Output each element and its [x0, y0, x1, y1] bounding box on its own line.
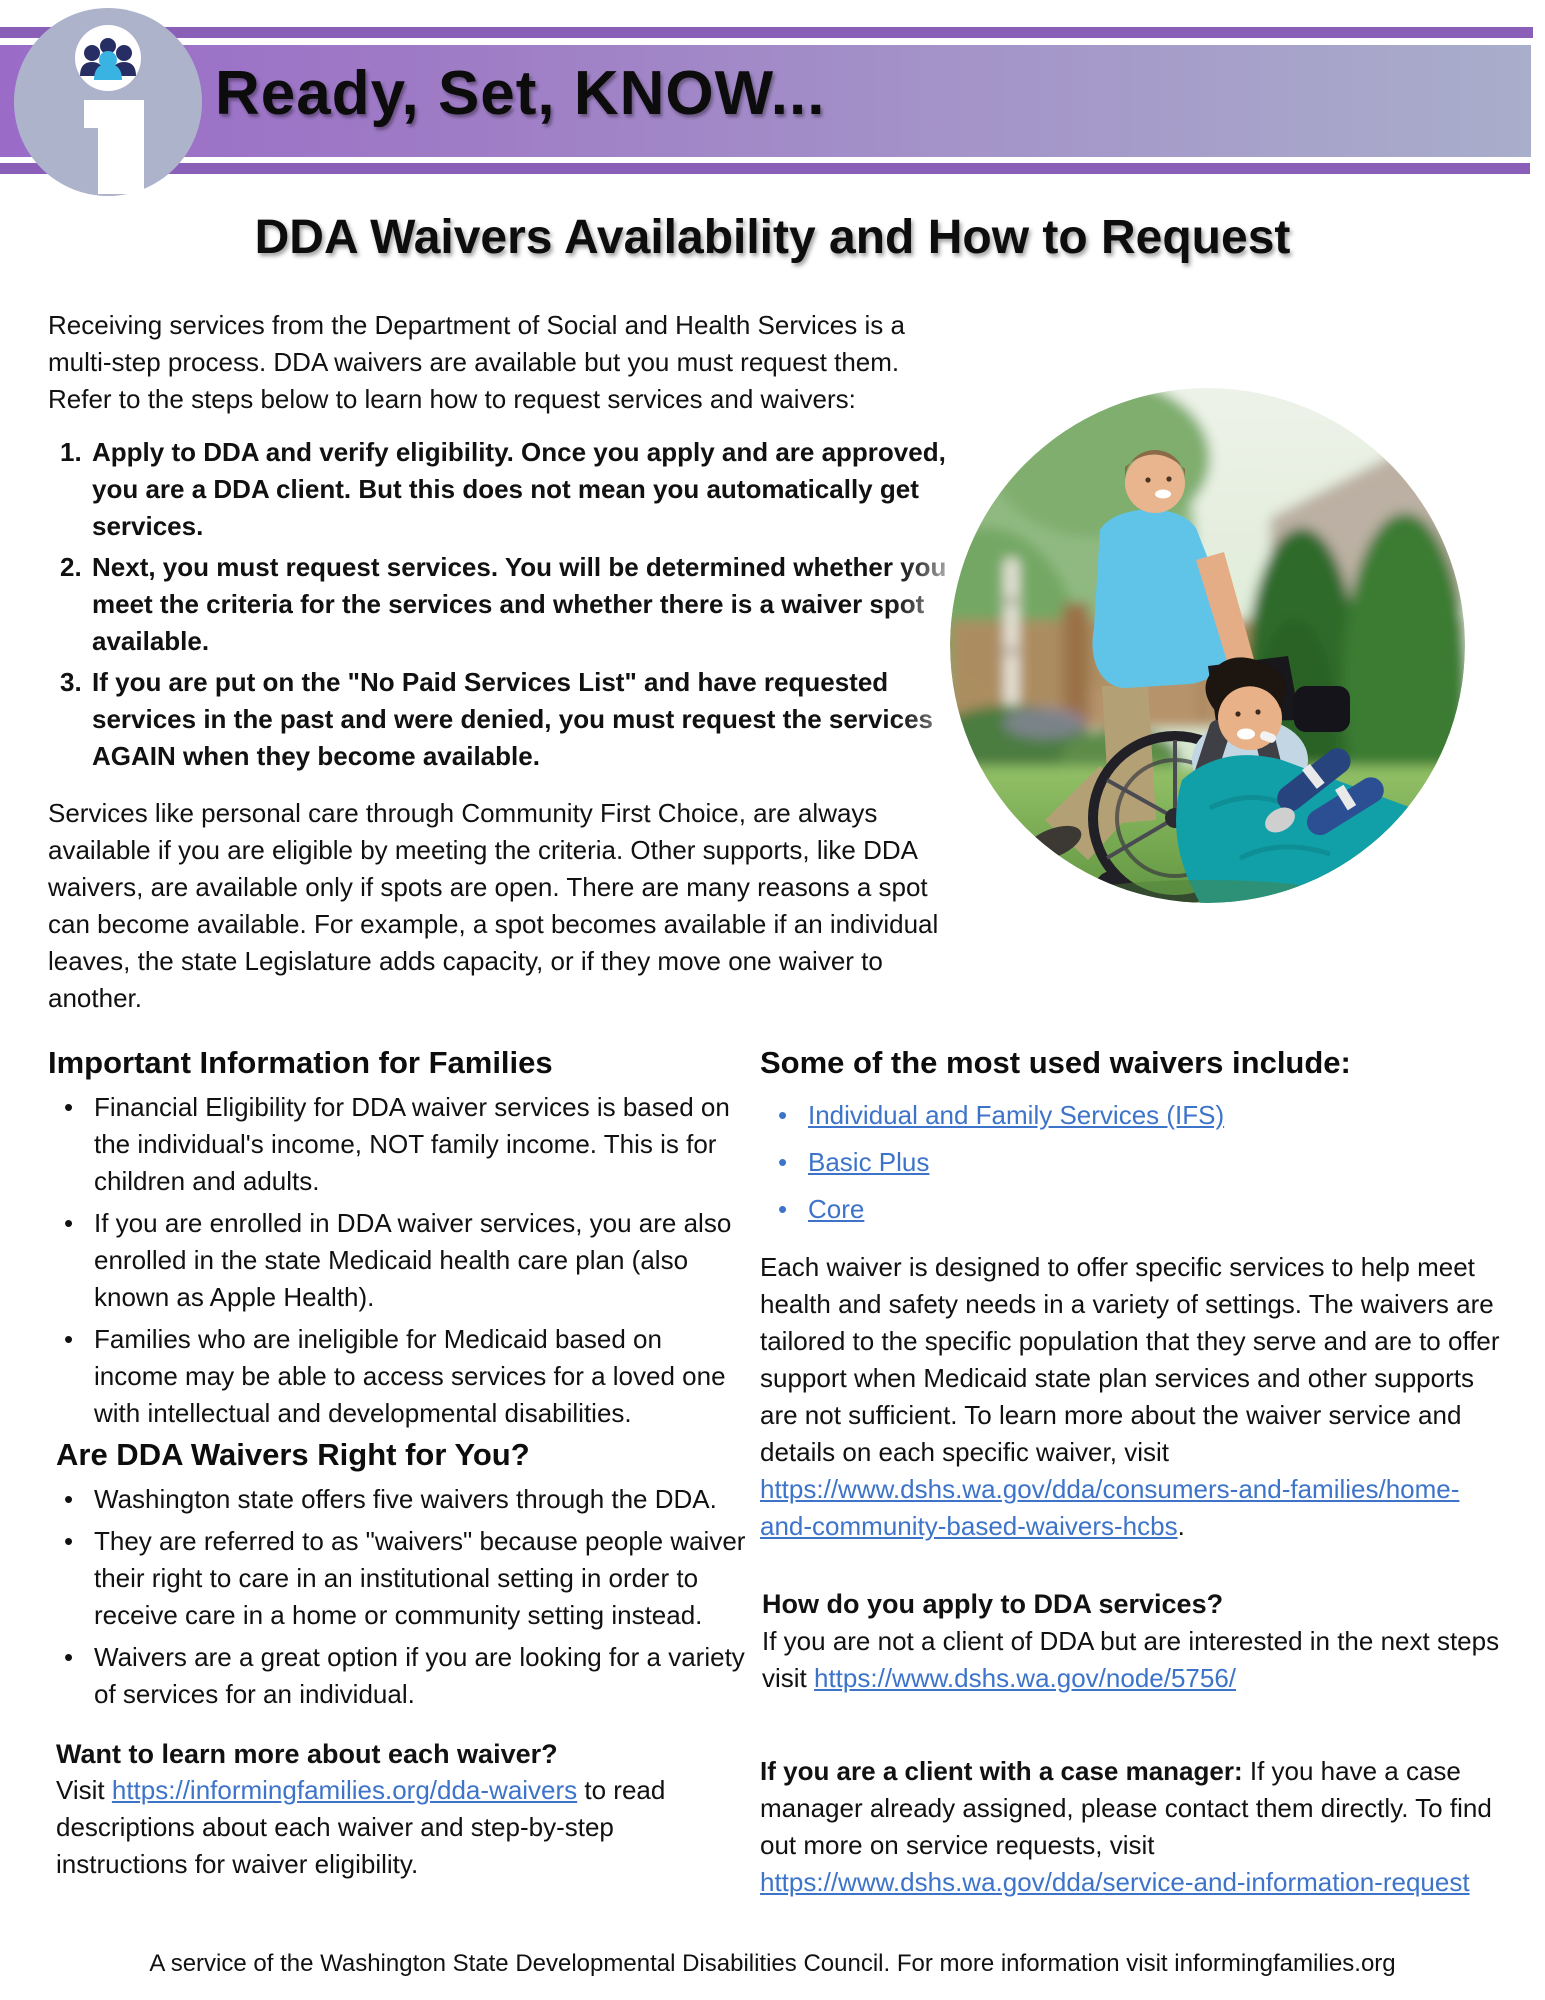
learn-more-text-after: to read descriptions about each waiver and step-by-step instructions for waiver eligibility.	[56, 1775, 666, 1879]
learn-more-paragraph	[56, 1772, 716, 1883]
case-manager-paragraph	[760, 1753, 1500, 1901]
info-people-logo-icon	[14, 8, 202, 196]
list-item: • Washington state offers five waivers through the DDA.	[48, 1481, 748, 1518]
list-item: • Families who are ineligible for Medicaid based on income may be able to access services for a loved one with intellectual and developmental disabilities.	[48, 1321, 748, 1432]
waiver-availability-paragraph: Services like personal care through Community First Choice, are always available if you are eligible by meeting the criteria. Other supports, like DDA waivers, are available only if spots are open. There are many reasons a spot can become available. For example, a spot becomes available if an individual leaves, the state Legislature adds capacity, or if they move one waiver to another.	[48, 798, 939, 1013]
photo-man-pushing-boy-wheelchair	[950, 388, 1465, 903]
list-item: • They are referred to as "waivers" because people waiver their right to care in an institutional setting in order to receive care in a home or community setting instead.	[48, 1523, 748, 1634]
right-column	[760, 1045, 1502, 1901]
two-column-section	[48, 1045, 1545, 1901]
banner-top-stripe	[0, 27, 1533, 38]
each-waiver-period: .	[1177, 1511, 1185, 1541]
step-item-3: If you are put on the "No Paid Services List" and have requested services in the past and were denied, you must request the services AGAIN when they become available.	[92, 667, 933, 771]
list-item	[760, 1191, 1502, 1227]
photo-illustration	[950, 388, 1465, 903]
right-for-you-bullets	[48, 1481, 748, 1713]
page-title: DDA Waivers Availability and How to Request	[254, 211, 1291, 264]
informingfamilies-dda-waivers-link[interactable]: https://informingfamilies.org/dda-waivers	[111, 1775, 578, 1805]
list-item: • If you are enrolled in DDA waiver services, you are also enrolled in the state Medicaid health care plan (also known as Apple Health).	[48, 1205, 748, 1316]
case-manager-text: If you have a case manager already assigned, please contact them directly. To find out more on service requests, visit	[760, 1756, 1492, 1860]
families-heading: Important Information for Families	[48, 1045, 553, 1080]
step-item-2: Next, you must request services. You will be determined whether you meet the criteria for the services and whether there is a waiver spot available.	[92, 552, 947, 656]
header-banner	[0, 0, 1545, 176]
learn-more-text-before: Visit	[56, 1775, 112, 1805]
list-item: • Waivers are a great option if you are looking for a variety of services for an individual.	[48, 1639, 748, 1713]
case-manager-lead: If you are a client with a case manager:	[760, 1756, 1243, 1786]
dshs-hcbs-waivers-link[interactable]: https://www.dshs.wa.gov/dda/consumers-and-families/home-and-community-based-waivers-hcbs	[760, 1474, 1460, 1541]
apply-text-before: If you are not a client of DDA but are interested in the next steps visit	[762, 1626, 1500, 1693]
learn-more-heading: Want to learn more about each waiver?	[56, 1739, 558, 1769]
dshs-service-request-link[interactable]: https://www.dshs.wa.gov/dda/service-and-information-request	[760, 1867, 1470, 1897]
banner-bottom-stripe	[0, 163, 1530, 174]
list-item: • Financial Eligibility for DDA waiver services is based on the individual's income, NOT family income. This is for children and adults.	[48, 1089, 748, 1200]
list-item	[760, 1144, 1502, 1180]
left-column	[48, 1045, 748, 1901]
basic-plus-waiver-link[interactable]: Basic Plus	[808, 1147, 930, 1177]
list-item	[760, 1097, 1502, 1133]
each-waiver-paragraph	[760, 1249, 1502, 1545]
steps-list	[48, 434, 963, 775]
ifs-waiver-link[interactable]: Individual and Family Services (IFS)	[808, 1100, 1225, 1130]
core-waiver-link[interactable]: Core	[808, 1194, 865, 1224]
intro-paragraph: Receiving services from the Department of Social and Health Services is a multi-step process. DDA waivers are available but you must request them. Refer to the steps below to learn how to request services and waivers:	[48, 310, 905, 414]
waivers-heading: Some of the most used waivers include:	[760, 1045, 1351, 1080]
banner-title: Ready, Set, KNOW...	[215, 59, 826, 128]
step-item-1: Apply to DDA and verify eligibility. Once you apply and are approved, you are a DDA client. But this does not mean you automatically get services.	[92, 437, 946, 541]
each-waiver-text: Each waiver is designed to offer specific services to help meet health and safety needs in a variety of settings. The waivers are tailored to the specific population that they serve and are to offer support when Medicaid state plan services and other supports are not sufficient. To learn more about the waiver service and details on each specific waiver, visit	[760, 1252, 1500, 1467]
apply-heading: How do you apply to DDA services?	[762, 1589, 1224, 1619]
families-bullets	[48, 1089, 748, 1432]
waiver-links-list	[760, 1097, 1502, 1227]
logo-circle	[14, 8, 202, 196]
right-for-you-heading: Are DDA Waivers Right for You?	[56, 1437, 530, 1472]
apply-paragraph	[762, 1623, 1504, 1697]
footer-text: A service of the Washington State Developmental Disabilities Council. For more information visit informingfamilies.org	[149, 1950, 1396, 1977]
dshs-node-5756-link[interactable]: https://www.dshs.wa.gov/node/5756/	[814, 1663, 1237, 1693]
